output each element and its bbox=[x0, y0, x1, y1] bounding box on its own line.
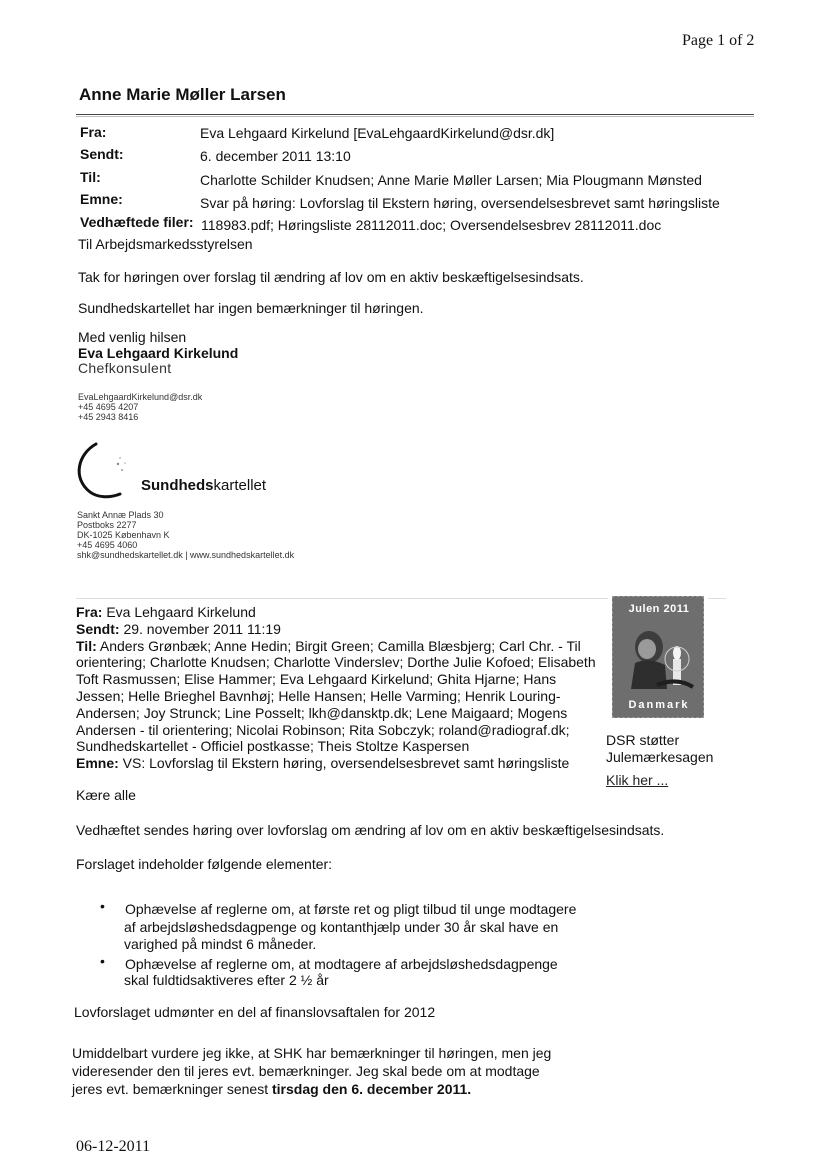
body-paragraph-2: Sundhedskartellet har ingen bemærkninger til høringen. bbox=[78, 300, 424, 316]
letter-paragraph-4-line-3 bbox=[72, 1081, 471, 1097]
contact-email[interactable]: EvaLehgaardKirkelund@dsr.dk bbox=[78, 392, 203, 402]
forwarded-to-value: Anders Grønbæk; Anne Hedin; Birgit Green; Camilla Blæsbjerg; Carl Chr. - Til orientering; Charlotte Knudsen; Charlotte Vinderslev; Dorthe Julie Kofoed; Elisabeth Toft Rasmussen; Elise Hammer; Eva Lehgaard Kirkelund; Ghita Hjarne; Hans Jessen; Helle Brieghel Bavnhøj; Helle Hansen; Helle Varming; Henrik Louring-Andersen; Joy Strunck; Line Posselt; lkh@dansktp.dk; Lene Maigaard; Mogens Andersen - til orientering; Nicolai Robinson; Rita Sobczyk; roland@radiograf.dk; Sundhedskartellet - Officiel postkasse; Theis Stoltze Kaspersen bbox=[76, 637, 596, 755]
letter-paragraph-4-line-2: videresender den til jeres evt. bemærkninger. Jeg skal bede om at modtage bbox=[72, 1063, 540, 1079]
stamp-elf-candle-icon bbox=[621, 619, 697, 699]
forwarded-header bbox=[76, 604, 604, 772]
address-line-3: DK-1025 København K bbox=[77, 530, 170, 540]
signature-name: Eva Lehgaard Kirkelund bbox=[78, 345, 239, 361]
to-line: Til Arbejdsmarkedsstyrelsen bbox=[78, 236, 253, 252]
forwarded-to bbox=[76, 638, 604, 756]
forwarded-sent-value: 29. november 2011 11:19 bbox=[119, 620, 281, 637]
bullet-1-line-3: varighed på mindst 6 måneder. bbox=[124, 936, 317, 952]
sent-value: 6. december 2011 13:10 bbox=[200, 148, 351, 164]
body-paragraph-1: Tak for høringen over forslag til ændring af lov om en aktiv beskæftigelsesindsats. bbox=[78, 269, 584, 285]
address-line-1: Sankt Annæ Plads 30 bbox=[77, 510, 164, 520]
signature-title: Chefkonsulent bbox=[78, 360, 172, 376]
header-rule bbox=[76, 114, 754, 115]
letter-paragraph-2: Forslaget indeholder følgende elementer: bbox=[76, 856, 333, 872]
page-number: Page 1 of 2 bbox=[682, 32, 755, 49]
to-value: Charlotte Schilder Knudsen; Anne Marie Møller Larsen; Mia Plougmann Mønsted bbox=[200, 172, 702, 188]
address-block bbox=[77, 510, 294, 560]
deadline-date: tirsdag den 6. december 2011. bbox=[271, 1081, 472, 1097]
forwarded-to-label: Til: bbox=[76, 637, 97, 654]
bullet-2-line-1: Ophævelse af reglerne om, at modtagere af arbejdsløshedsdagpenge bbox=[125, 956, 558, 972]
bullet-marker-1: • bbox=[100, 898, 105, 914]
bullet-marker-2: • bbox=[100, 953, 105, 969]
forwarded-sent bbox=[76, 621, 604, 638]
contact-phone-1: +45 4695 4207 bbox=[78, 402, 139, 412]
address-links[interactable]: shk@sundhedskartellet.dk | www.sundhedskartellet.dk bbox=[77, 550, 295, 560]
sender-name: Anne Marie Møller Larsen bbox=[79, 85, 286, 104]
logo-wordmark-bold: Sundheds bbox=[141, 477, 214, 494]
address-line-2: Postboks 2277 bbox=[77, 520, 137, 530]
logo-wordmark-light: kartellet bbox=[213, 477, 267, 494]
forwarded-from-label: Fra: bbox=[76, 604, 103, 620]
stamp-frame bbox=[612, 596, 704, 718]
subject-label: Emne: bbox=[80, 191, 123, 207]
sent-label: Sendt: bbox=[80, 146, 124, 162]
forwarded-sent-label: Sendt: bbox=[76, 620, 120, 637]
attachments-value[interactable]: 118983.pdf; Høringsliste 28112011.doc; Oversendelsesbrev 28112011.doc bbox=[201, 217, 662, 233]
forwarded-subject-value: VS: Lovforslag til Ekstern høring, oversendelsesbrevet samt høringsliste bbox=[118, 755, 570, 772]
stamp-bottom-text: Danmark bbox=[628, 699, 690, 711]
forwarded-subject-label: Emne: bbox=[76, 755, 119, 772]
sundhedskartellet-logo-icon bbox=[70, 438, 140, 502]
from-label: Fra: bbox=[80, 124, 107, 140]
contact-phone-2: +45 2943 8416 bbox=[78, 412, 139, 422]
subject-value: Svar på høring: Lovforslag til Ekstern høring, oversendelsesbrevet samt høringsliste bbox=[200, 195, 720, 211]
forwarded-subject bbox=[76, 755, 604, 772]
letter-paragraph-4-line-1: Umiddelbart vurdere jeg ikke, at SHK har bemærkninger til høringen, men jeg bbox=[72, 1045, 552, 1061]
to-label: Til: bbox=[80, 169, 101, 185]
stamp-top-text: Julen 2011 bbox=[628, 603, 690, 615]
address-phone: +45 4695 4060 bbox=[77, 540, 138, 550]
side-note-line-2: Julemærkesagen bbox=[606, 749, 714, 765]
from-value: Eva Lehgaard Kirkelund [EvaLehgaardKirkelund@dsr.dk] bbox=[200, 125, 555, 141]
bullet-2-line-2: skal fuldtidsaktiveres efter 2 ½ år bbox=[124, 972, 329, 988]
contact-block bbox=[78, 392, 202, 422]
side-note-line-1: DSR støtter bbox=[606, 732, 680, 748]
letter-paragraph-3: Lovforslaget udmønter en del af finanslovsaftalen for 2012 bbox=[74, 1004, 436, 1020]
letter-greeting: Kære alle bbox=[76, 787, 136, 803]
header-rule-shadow bbox=[76, 116, 754, 117]
letter-paragraph-1: Vedhæftet sendes høring over lovforslag om ændring af lov om en aktiv beskæftigelsesindsats. bbox=[76, 822, 665, 838]
julemaerke-stamp[interactable] bbox=[608, 592, 708, 722]
bullet-1-line-2: af arbejdsløshedsdagpenge og kontanthjælp under 30 år skal have en bbox=[124, 919, 559, 935]
footer-date: 06-12-2011 bbox=[76, 1138, 151, 1155]
closing: Med venlig hilsen bbox=[78, 329, 187, 345]
logo-wordmark bbox=[141, 477, 266, 494]
attachments-label: Vedhæftede filer: bbox=[80, 214, 194, 230]
bullet-1-line-1: Ophævelse af reglerne om, at første ret og pligt tilbud til unge modtagere bbox=[125, 901, 577, 917]
deadline-lead: jeres evt. bemærkninger senest bbox=[72, 1081, 272, 1097]
forwarded-from bbox=[76, 604, 604, 621]
forwarded-from-value: Eva Lehgaard Kirkelund bbox=[102, 604, 256, 620]
side-note-link[interactable]: Klik her ... bbox=[606, 772, 669, 788]
